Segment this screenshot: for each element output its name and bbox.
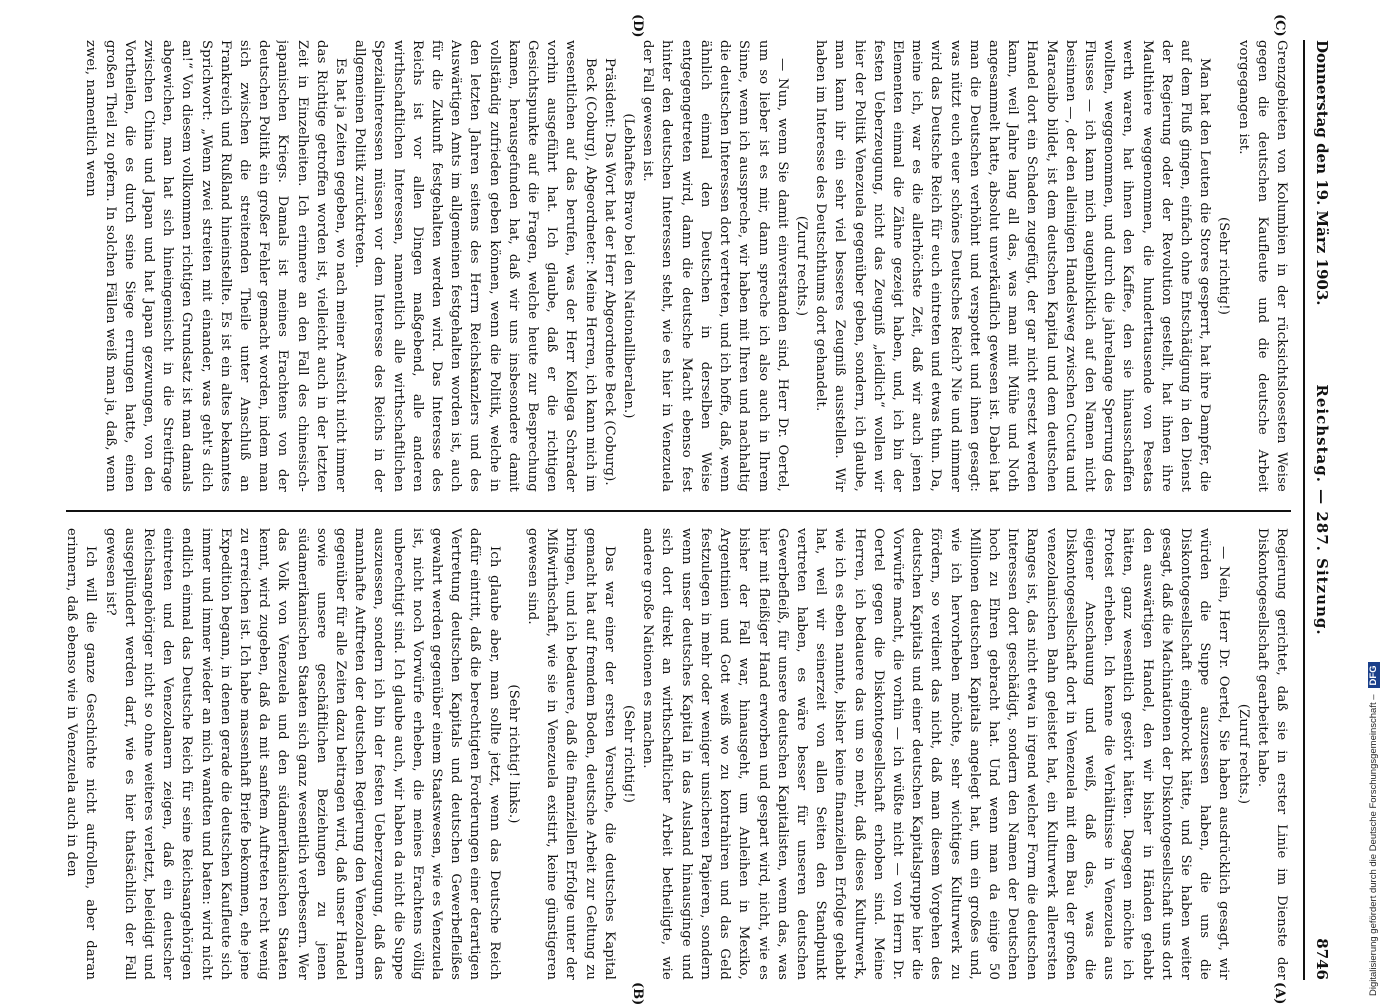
margin-marker-d: (D) xyxy=(630,14,645,38)
paragraph: Das war einer der ersten Versuche, die deutsches Kapital gemacht hat auf fremdem Boden, deutsche Arbeit zur Geltung zu bringen, und ich bedauere, daß die finanziellen Erfolge unter der Mißwirthschaft, wie sie in Venezuela existirt, keine günstigeren gewesen sind. xyxy=(525,528,617,980)
interjection: (Zuruf rechts.) xyxy=(1235,703,1251,805)
interjection: (Zuruf rechts.) xyxy=(793,215,809,317)
interjection: (Lebhaftes Bravo bei den Nationalliberalen.) xyxy=(621,113,637,419)
running-header xyxy=(1307,40,1331,980)
dfg-logo: DFG xyxy=(1368,662,1380,688)
interjection: (Sehr richtig!) xyxy=(621,704,637,804)
digitization-note xyxy=(1368,8,1380,996)
interjection: (Sehr richtig! links.) xyxy=(505,684,521,824)
header-session: Reichstag. — 287. Sitzung. xyxy=(1313,384,1331,636)
column-divider xyxy=(66,510,1291,512)
header-date: Donnerstag den 19. März 1903. xyxy=(1313,40,1331,306)
paragraph: Beck (Coburg), Abgeordneter: Meine Herren, ich kann mich im wesentlichen auf das berufen, was der Herr Kollega Schrader vorhin ausgeführt hat. Ich glaube, daß er die richtigen Gesichtspunkte auf die Fragen, welche heute zur Besprechung kamen, herausgefunden hat, daß wir uns insbesondere damit vollständig zufrieden geben können, wenn die Politik, welche in den letzten Jahren seitens des Herrn Reichskanzlers und des Auswärtigen Amts im allgemeinen festgehalten worden ist, auch für die Zukunft festgehalten werden wird. Das Interesse des Reichs ist vor allen Dingen maßgebend, alle anderen wirthschaftlichen Interessen, namentlich alle wirthschaftlichen Spezialinteressen müssen vor dem Interesse des Reichs in der allgemeinen Politik zurücktreten. xyxy=(352,40,598,492)
paragraph: Ich will die ganze Geschichte nicht aufrollen, aber daran erinnern, daß ebenso wie in Venezuela auch in den xyxy=(64,528,99,980)
paragraph: — Nein, Herr Dr. Oertel, Sie haben ausdrücklich gesagt, wir würden die Suppe auszuessen haben, die uns die Diskontogesellschaft eingebrockt hätte, und Sie haben weiter gesagt, daß die Machinationen der Diskontogesellschaft uns dort den auswärtigen Handel, den wir bisher in Händen gehabt hätten, ganz wesentlich gestört hätten. Dagegen möchte ich Protest erheben. Ich kenne die Verhältnisse in Venezuela aus eigener Anschauung und weiß, daß das, was die Diskontogesellschaft dort in Venezuela mit dem Bau der großen venezolanischen Bahn geleistet hat, ein Kulturwerk allerersten Ranges ist, das nicht etwa in irgend welcher Form die deutschen Interessen dort geschädigt, sondern den Namen der Deutschen hoch zu Ehren gebracht hat. Und wenn man da einige 50 Millionen deutschen Kapitals angelegt hat, um ein großes und, wie ich hervorheben möchte, sehr wichtiges Kulturwerk zu fördern, so verdient das nicht, daß man diesem Vorgehen des deutschen Kapitals und einer deutschen Kapitalsgruppe hier die Vorwürfe macht, die vorhin — ich wüßte nicht — von Herrn Dr. Oertel gegen die Diskontogesellschaft erhoben sind. Meine Herren, ich bedauere das um so mehr, daß dieses Kulturwerk, wie ich es eben nannte, bisher keine finanziellen Erfolge gehabt hat, weil wir seinerzeit von allen Seiten den Standpunkt vertreten haben, es wäre besser für unseren deutschen Gewerbefleiß, für unsere deutschen Kapitalisten, wenn das, was hier mit fleißiger Hand erworben und gespart wird, nicht, wie es bisher der Fall war, hinausgeht, um Anleihen in Mexiko, Argentinien und Gott weiß wo zu kontrahiren und das Geld festzulegen in mehr oder weniger unsicheren Papieren, sondern wenn unser deutsches Kapital in das Ausland hinausginge und sich dort direkt an wirthschaftlicher Arbeit betheiligte, wie andere große Nationen es machen. xyxy=(640,528,1232,980)
paragraph: — Nun, wenn Sie damit einverstanden sind, Herr Dr. Oertel, um so lieber ist es mir, dann spreche ich also auch in Ihrem Sinne, wenn ich ausspreche, wir haben mit Ihren und nachhaltig die deutschen Interessen dort vertreten, und ich hoffe, daß, wenn ähnlich einmal den Deutschen in derselben Weise entgegengetreten wird, dann die deutsche Macht ebenso fest hinter den deutschen Interessen steht, wie es hier in Venezuela der Fall gewesen ist. xyxy=(640,40,790,492)
digitization-text: Digitalisierung gefördert durch die Deutsche Forschungsgemeinschaft – xyxy=(1368,694,1379,996)
paragraph: Man hat den Leuten die Stores gesperrt, hat ihre Dampfer, die auf dem Fluß gingen, einfach ohne Entschädigung in den Dienst der Regierung oder der Revolution gestellt, hat ihnen ihre Maulthiere weggenommen, die hunderttausende von Pesetas werth waren, hat ihnen den Kaffee, den sie hinausschaffen wollten, weggenommen, und durch die jahrelange Sperrung des Flusses — ich kann mich augenblicklich auf den Namen nicht besinnen —, der den alleinigen Handelsweg zwischen Cucuta und Maracaibo bildet, ist dem deutschen Kapital und dem deutschen Handel dort ein Schaden zugefügt, der gar nicht ersetzt werden kann, weil Jahre lang all das, was man mit Mühe und Noth angesammelt hatte, absolut unverkäuflich gewesen ist. Dabei hat man die Deutschen verhöhnt und verspottet und ihnen gesagt: was nützt euch euer schönes Deutsches Reich? Nie und nimmer wird das Deutsche Reich für euch eintreten und etwas thun. Da, meine ich, war es die allerhöchste Zeit, daß wir auch jenen Elementen einmal die Zähne gezeigt haben, und, ich bin der festen Ueberzeugung, nicht das Zeugniß „leidlich“ wollen wir hier der Politik Venezuela gegenüber geben, sondern, ich glaube, man kann ihr ein sehr viel besseres Zeugniß ausstellen. Wir haben im Interesse des Deutschthums dort gehandelt. xyxy=(813,40,1213,492)
margin-marker-a: (A) xyxy=(1272,982,1287,1005)
speaker-line: Präsident: Das Wort hat der Herr Abgeordnete Beck (Coburg). xyxy=(601,58,617,486)
paragraph: Regierung gerichtet, daß sie in erster Linie im Dienste der Diskontogesellschaft gearbeitet habe. xyxy=(1254,528,1289,980)
margin-marker-b: (B) xyxy=(630,982,645,1005)
column-second xyxy=(61,40,1291,492)
interjection: (Sehr richtig!) xyxy=(1216,216,1232,316)
paragraph: Grenzgebieten von Kolumbien in der rücksichtslosesten Weise gegen die deutschen Kaufleute und die deutsche Arbeit vorgegangen ist. xyxy=(1235,40,1289,492)
column-first xyxy=(61,528,1291,980)
paragraph: Ich glaube aber, man sollte jetzt, wenn das Deutsche Reich dafür eintritt, daß die berechtigten Forderungen einer derartigen Vertretung deutschen Kapitals und deutschen Gewerbefleißes gewahrt werden gegenüber einem Staatswesen, wie es Venezuela ist, nicht noch Vorwürfe erheben, die meines Erachtens völlig unberechtigt sind. Ich glaube auch, wir haben da nicht die Suppe auszuessen, sondern ich bin der festen Ueberzeugung, daß das mannhafte Auftreten der deutschen Regierung den Venezolanern gegenüber für alle Zeiten dazu beitragen wird, daß unser Handel sowie unsere geschäftlichen Beziehungen zu jenen südamerikanischen Staaten sich ganz wesentlich verbessern. Wer das Volk von Venezuela und den südamerikanischen Staaten kennt, wird zugeben, daß da mit sanftem Auftreten recht wenig zu erreichen ist. Ich habe massenhaft Briefe bekommen, ehe jene Expedition begann, in denen gerade die deutschen Kaufleute sich immer und immer wieder an mich wandten und baten: wird nicht endlich einmal das Deutsche Reich für seine Reichsangehörigen eintreten und den Venezolanern zeigen, daß ein deutscher Reichsangehöriger nicht so ohne weiteres verletzt, beleidigt und ausgeplündert werden darf, wie es hier thatsächlich der Fall gewesen ist? xyxy=(102,528,502,980)
header-rule xyxy=(1303,40,1305,980)
margin-marker-c: (C) xyxy=(1272,14,1287,37)
page-number: 8746 xyxy=(1313,938,1331,980)
paragraph: Es hat ja Zeiten gegeben, wo nach meiner Ansicht nicht immer das Richtige getroffen worden ist, vielleicht auch in der letzten Zeit in Einzelheiten. Ich erinnere an den Fall des chinesisch-japanischen Kriegs. Damals ist meines Erachtens von der deutschen Politik ein großer Fehler gemacht worden, indem man sich zwischen die streitenden Theile unter Anschluß an Frankreich und Rußland hineinstellte. Es ist ein altes bekanntes Sprichwort: „Wenn zwei streiten mit einander, was geht's dich an!“ Von diesem vollkommen richtigen Grundsatz ist man damals abgewichen, man hat sich hineingemischt in die Streitfrage zwischen China und Japan und hat Japan gezwungen, von den Vortheilen, die es durch seine Siege errungen hatte, einen großen Theil zu opfern. In solchen Fällen weiß man ja, daß, wenn zwei, namentlich wenn xyxy=(83,40,349,492)
